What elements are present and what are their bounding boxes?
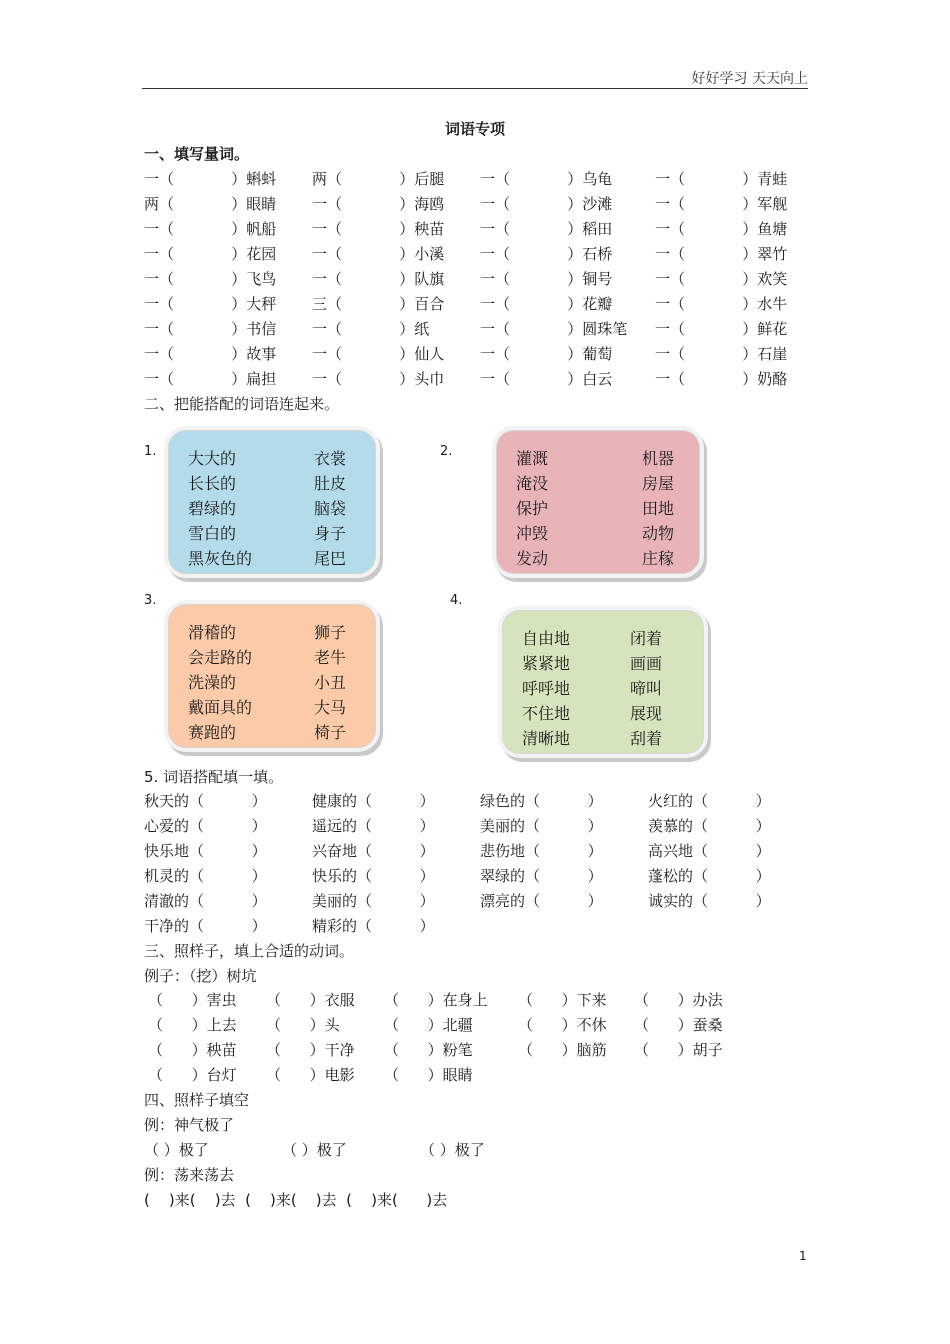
measure-word-item: 一（ ）军舰 [655, 195, 788, 213]
match-left-word: 冲毁 [516, 524, 549, 543]
measure-word-item: 一（ ）飞鸟 [144, 270, 277, 288]
verb-item: （ ）在身上 [384, 991, 488, 1009]
match-left-word: 发动 [516, 549, 549, 568]
section2-heading: 二、把能搭配的词语连起来。 [144, 395, 340, 413]
collocation-item: 美丽的（ ） [312, 892, 435, 910]
verb-item: （ ）不休 [518, 1016, 607, 1034]
measure-word-item: 一（ ）扁担 [144, 370, 277, 388]
measure-word-item: 一（ ）小溪 [312, 245, 445, 263]
match-right-word: 衣裳 [314, 449, 347, 468]
match-left-word: 会走路的 [188, 648, 253, 667]
section5-heading: 5. 词语搭配填一填。 [144, 768, 284, 786]
measure-word-item: 一（ ）白云 [480, 370, 613, 388]
match-left-word: 清晰地 [522, 729, 571, 748]
verb-item: （ ）眼睛 [384, 1066, 473, 1084]
collocation-item: 漂亮的（ ） [480, 892, 603, 910]
verb-item: （ ）干净 [266, 1041, 355, 1059]
measure-word-item: 一（ ）葡萄 [480, 345, 613, 363]
verb-item: （ ）秧苗 [148, 1041, 237, 1059]
measure-word-item: 一（ ）稻田 [480, 220, 613, 238]
measure-word-item: 一（ ）鲜花 [655, 320, 788, 338]
group1-number: 1. [144, 444, 157, 459]
match-box-4 [498, 606, 708, 758]
section3-heading: 三、照样子，填上合适的动词。 [144, 942, 355, 960]
collocation-item: 精彩的（ ） [312, 917, 435, 935]
measure-word-item: 一（ ）头巾 [312, 370, 445, 388]
match-right-word: 脑袋 [314, 499, 347, 518]
verb-item: （ ）蚕桑 [634, 1016, 723, 1034]
measure-word-item: 一（ ）青蛙 [655, 170, 788, 188]
match-left-word: 长长的 [188, 474, 237, 493]
match-right-word: 老牛 [314, 648, 347, 667]
match-right-word: 机器 [642, 449, 675, 468]
measure-word-item: 一（ ）鱼塘 [655, 220, 788, 238]
match-right-word: 椅子 [314, 723, 347, 742]
verb-item: （ ）下来 [518, 991, 607, 1009]
page-title: 词语专项 [444, 120, 505, 138]
match-right-word: 画画 [630, 654, 663, 673]
match-box-2 [492, 426, 704, 578]
verb-item: （ ）上去 [148, 1016, 237, 1034]
match-left-word: 保护 [516, 499, 549, 518]
verb-item: （ ）粉笔 [384, 1041, 473, 1059]
collocation-item: 心爱的（ ） [144, 817, 267, 835]
match-right-word: 动物 [642, 524, 675, 543]
section4-line1-item: （ ）极了 [420, 1141, 485, 1159]
measure-word-item: 一（ ）铜号 [480, 270, 613, 288]
measure-word-item: 一（ ）故事 [144, 345, 277, 363]
match-right-word: 庄稼 [642, 549, 675, 568]
measure-word-item: 两（ ）眼睛 [144, 195, 277, 213]
collocation-item: 快乐的（ ） [312, 867, 435, 885]
collocation-item: 翠绿的（ ） [480, 867, 603, 885]
collocation-item: 高兴地（ ） [648, 842, 771, 860]
match-right-word: 肚皮 [314, 474, 347, 493]
measure-word-item: 一（ ）翠竹 [655, 245, 788, 263]
match-box-1 [164, 426, 380, 578]
match-left-word: 碧绿的 [188, 499, 237, 518]
collocation-item: 诚实的（ ） [648, 892, 771, 910]
collocation-item: 美丽的（ ） [480, 817, 603, 835]
match-right-word: 大马 [314, 698, 347, 717]
section1-heading: 一、填写量词。 [144, 145, 250, 163]
collocation-item: 悲伤地（ ） [480, 842, 603, 860]
measure-word-item: 一（ ）花瓣 [480, 295, 613, 313]
match-left-word: 大大的 [188, 449, 237, 468]
match-right-word: 尾巴 [314, 549, 347, 568]
verb-item: （ ）电影 [266, 1066, 355, 1084]
match-right-word: 啼叫 [630, 679, 663, 698]
match-right-word: 狮子 [314, 623, 347, 642]
verb-item: （ ）台灯 [148, 1066, 237, 1084]
header-motto: 好好学习 天天向上 [691, 71, 808, 87]
page-number: 1 [799, 1249, 807, 1263]
collocation-item: 羡慕的（ ） [648, 817, 771, 835]
measure-word-item: 一（ ）队旗 [312, 270, 445, 288]
collocation-item: 火红的（ ） [648, 792, 771, 810]
match-right-word: 刮着 [630, 729, 663, 748]
match-left-word: 自由地 [522, 629, 571, 648]
verb-item: （ ）胡子 [634, 1041, 723, 1059]
measure-word-item: 一（ ）帆船 [144, 220, 277, 238]
match-right-word: 田地 [642, 499, 675, 518]
measure-word-item: 一（ ）沙滩 [480, 195, 613, 213]
section4-line2: ( )来( )去 ( )来( )去 ( )来( )去 [144, 1191, 448, 1209]
collocation-item: 绿色的（ ） [480, 792, 603, 810]
measure-word-item: 一（ ）石桥 [480, 245, 613, 263]
section4-heading: 四、照样子填空 [144, 1091, 250, 1109]
section4-line1-item: （ ）极了 [282, 1141, 347, 1159]
measure-word-item: 一（ ）水牛 [655, 295, 788, 313]
match-right-word: 展现 [630, 704, 663, 723]
measure-word-item: 一（ ）蝌蚪 [144, 170, 277, 188]
section4-example2: 例：荡来荡去 [144, 1166, 235, 1184]
measure-word-item: 一（ ）石崖 [655, 345, 788, 363]
group3-number: 3. [144, 593, 157, 608]
section3-example: 例子：（挖）树坑 [144, 967, 257, 985]
match-left-word: 淹没 [516, 474, 549, 493]
verb-item: （ ）脑筋 [518, 1041, 607, 1059]
match-right-word: 身子 [314, 524, 347, 543]
match-box-3 [164, 600, 380, 752]
match-right-word: 闭着 [630, 629, 663, 648]
collocation-item: 秋天的（ ） [144, 792, 267, 810]
collocation-item: 兴奋地（ ） [312, 842, 435, 860]
match-left-word: 滑稽的 [188, 623, 237, 642]
verb-item: （ ）害虫 [148, 991, 237, 1009]
verb-item: （ ）办法 [634, 991, 723, 1009]
measure-word-item: 一（ ）欢笑 [655, 270, 788, 288]
collocation-item: 快乐地（ ） [144, 842, 267, 860]
verb-item: （ ）北疆 [384, 1016, 473, 1034]
match-left-word: 洗澡的 [188, 673, 237, 692]
match-left-word: 黑灰色的 [188, 549, 253, 568]
collocation-item: 遥远的（ ） [312, 817, 435, 835]
section4-line1-item: （ ）极了 [144, 1141, 209, 1159]
collocation-item: 健康的（ ） [312, 792, 435, 810]
verb-item: （ ）头 [266, 1016, 340, 1034]
collocation-item: 蓬松的（ ） [648, 867, 771, 885]
collocation-item: 清澈的（ ） [144, 892, 267, 910]
group4-number: 4. [450, 593, 463, 608]
measure-word-item: 两（ ）后腿 [312, 170, 445, 188]
measure-word-item: 一（ ）乌龟 [480, 170, 613, 188]
match-left-word: 紧紧地 [522, 654, 571, 673]
match-right-word: 小丑 [314, 673, 347, 692]
measure-word-item: 一（ ）书信 [144, 320, 277, 338]
match-left-word: 呼呼地 [522, 679, 571, 698]
measure-word-item: 一（ ）圆珠笔 [480, 320, 628, 338]
match-left-word: 雪白的 [188, 524, 237, 543]
header-divider [142, 88, 808, 89]
section4-example1: 例：神气极了 [144, 1116, 235, 1134]
match-right-word: 房屋 [642, 474, 675, 493]
measure-word-item: 一（ ）奶酪 [655, 370, 788, 388]
match-left-word: 戴面具的 [188, 698, 253, 717]
match-left-word: 灌溉 [516, 449, 549, 468]
collocation-item: 干净的（ ） [144, 917, 267, 935]
collocation-item: 机灵的（ ） [144, 867, 267, 885]
group2-number: 2. [440, 444, 453, 459]
measure-word-item: 一（ ）仙人 [312, 345, 445, 363]
verb-item: （ ）衣服 [266, 991, 355, 1009]
measure-word-item: 三（ ）百合 [312, 295, 445, 313]
match-left-word: 赛跑的 [188, 723, 237, 742]
measure-word-item: 一（ ）海鸥 [312, 195, 445, 213]
match-left-word: 不住地 [522, 704, 571, 723]
measure-word-item: 一（ ）大秤 [144, 295, 277, 313]
measure-word-item: 一（ ）纸 [312, 320, 430, 338]
measure-word-item: 一（ ）花园 [144, 245, 277, 263]
measure-word-item: 一（ ）秧苗 [312, 220, 445, 238]
